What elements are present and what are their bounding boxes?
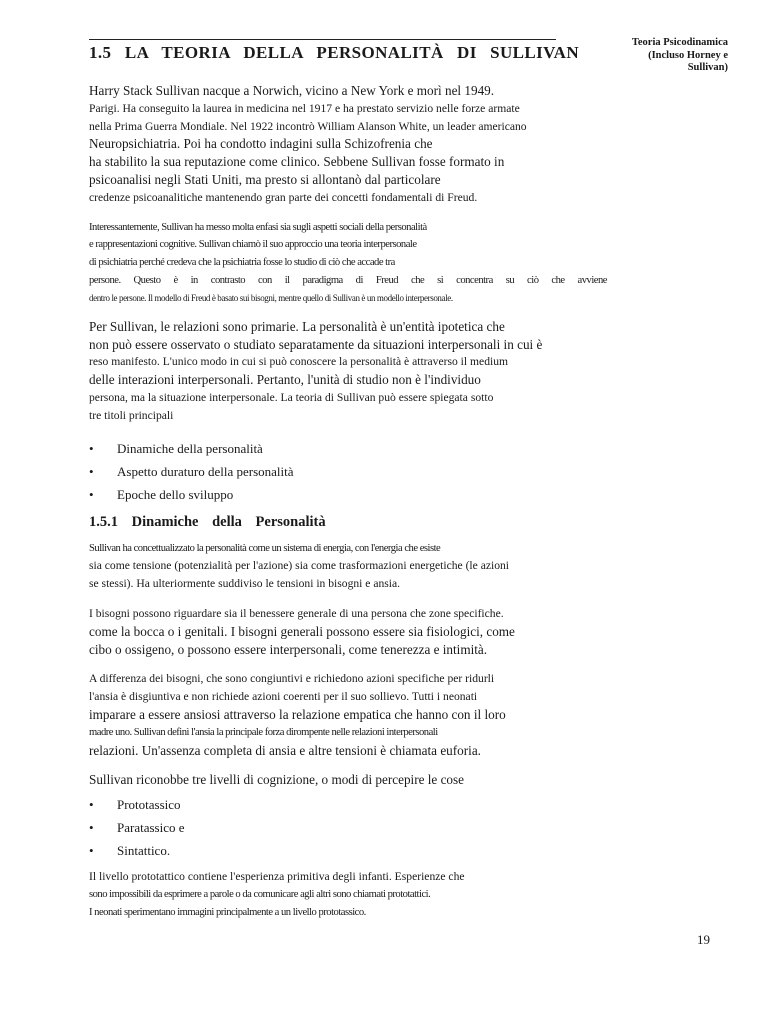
text-line: e rappresentazioni cognitive. Sullivan chiamò il suo approccio una teoria interpersonale [89,239,417,251]
page-body [89,42,609,934]
bullet-list-headings [89,437,609,506]
list-item-text: Epoche dello sviluppo [117,486,234,502]
header-rule [89,39,556,40]
running-header [588,37,728,75]
text-line: credenze psicoanalitiche mantenendo gran parte dei concetti fondamentali di Freud. [89,190,478,204]
text-line: se stessi). Ha ulteriormente suddiviso le tensioni in bisogni e ansia. [89,577,401,591]
list-item-text: Aspetto duraturo della personalità [117,463,294,479]
running-header-line: Teoria Psicodinamica [631,37,728,48]
text-line: I neonati sperimentano immagini principalmente a un livello prototassico. [89,906,366,918]
text-line: Parigi. Ha conseguito la laurea in medicina nel 1917 e ha prestato servizio nelle forze armate [89,101,520,115]
list-item-text: Paratassico e [117,820,185,836]
text-line: I bisogni possono riguardare sia il benessere generale di una persona che zone specifiche. [89,606,504,620]
paragraph-anxiety [89,670,609,759]
text-line: Il livello prototattico contiene l'esperienza primitiva degli infanti. Esperienze che [89,870,465,884]
text-line: Sullivan ha concettualizzato la personalità come un sistema di energia, con l'energia che esiste [89,542,441,554]
text-line: tre titoli principali [89,408,174,422]
subsection-title: 1.5.1 Dinamiche della Personalità [89,513,326,530]
text-line: l'ansia è disgiuntiva e non richiede azioni coerenti per il suo sollievo. Tutti i neonati [89,690,478,704]
text-line: psicoanalisi negli Stati Uniti, ma presto si allontanò dal particolare [89,171,441,187]
list-item [89,839,609,862]
bullet-icon: • [89,440,94,456]
text-line: dentro le persone. Il modello di Freud è basato sui bisogni, mentre quello di Sullivan è un modello interpersonale. [89,292,453,303]
text-line: Sullivan riconobbe tre livelli di cognizione, o modi di percepire le cose [89,772,465,788]
section-title: 1.5 LA TEORIA DELLA PERSONALITÀ DI SULLIVAN [89,43,579,62]
paragraph-prototaxic [89,868,609,921]
bullet-icon: • [89,463,94,479]
bullet-list-cognition [89,793,609,862]
list-item [89,460,609,483]
text-line: di psichiatria perché credeva che la psichiatria fosse lo studio di ciò che accade tra [89,257,395,269]
text-line: Harry Stack Sullivan nacque a Norwich, vicino a New York e morì nel 1949. [89,83,495,98]
text-line: reso manifesto. L'unico modo in cui si può conoscere la personalità è attraverso il medium [89,355,509,369]
text-line: persone. Questo è in contrasto con il paradigma di Freud che si concentra su ciò che avviene [89,274,607,286]
paragraph-interpersonal [89,219,609,306]
paragraph-biography [89,82,609,207]
text-line: madre uno. Sullivan definì l'ansia la principale forza dirompente nelle relazioni interpersonali [89,726,438,738]
bullet-icon: • [89,820,94,836]
running-header-line: Sullivan) [687,62,728,73]
list-item-text: Prototassico [117,797,181,813]
text-line: relazioni. Un'assenza completa di ansia e altre tensioni è chiamata euforia. [89,742,481,758]
list-item [89,437,609,460]
text-line: cibo o ossigeno, o possono essere interpersonali, come tenerezza e intimità. [89,641,488,657]
running-header-line: (Incluso Horney e [648,49,728,61]
text-line: persona, ma la situazione interpersonale. La teoria di Sullivan può essere spiegata sotto [89,390,494,404]
text-line: imparare a essere ansiosi attraverso la relazione empatica che hanno con il loro [89,706,506,722]
list-item [89,816,609,839]
text-line: ha stabilito la sua reputazione come clinico. Sebbene Sullivan fosse formato in [89,154,505,170]
page-number: 19 [697,932,710,947]
text-line: come la bocca o i genitali. I bisogni generali possono essere sia fisiologici, come [89,623,515,639]
bullet-icon: • [89,843,94,859]
text-line: sono impossibili da esprimere a parole o da comunicare agli altri sono chiamati prototattici. [89,888,431,900]
text-line: sia come tensione (potenzialità per l'azione) sia come trasformazioni energetiche (le azioni [89,559,510,573]
text-line: non può essere osservato o studiato separatamente da situazioni interpersonali in cui è [89,336,543,352]
bullet-icon: • [89,797,94,813]
paragraph-cognition [89,771,609,789]
text-line: delle interazioni interpersonali. Pertanto, l'unità di studio non è l'individuo [89,372,481,388]
text-line: Per Sullivan, le relazioni sono primarie. La personalità è un'entità ipotetica che [89,318,505,334]
bullet-icon: • [89,486,94,502]
list-item-text: Dinamiche della personalità [117,440,263,456]
text-line: Neuropsichiatria. Poi ha condotto indagini sulla Schizofrenia che [89,136,433,152]
list-item-text: Sintattico. [117,843,171,859]
list-item [89,483,609,506]
list-item [89,793,609,816]
paragraph-energy [89,540,609,593]
text-line: Interessantemente, Sullivan ha messo molta enfasi sia sugli aspetti sociali della personalità [89,221,427,233]
paragraph-relations [89,318,609,425]
text-line: A differenza dei bisogni, che sono congiuntivi e richiedono azioni specifiche per ridurli [89,672,495,686]
paragraph-needs [89,605,609,658]
text-line: nella Prima Guerra Mondiale. Nel 1922 incontrò William Alanson White, un leader americano [89,119,527,133]
